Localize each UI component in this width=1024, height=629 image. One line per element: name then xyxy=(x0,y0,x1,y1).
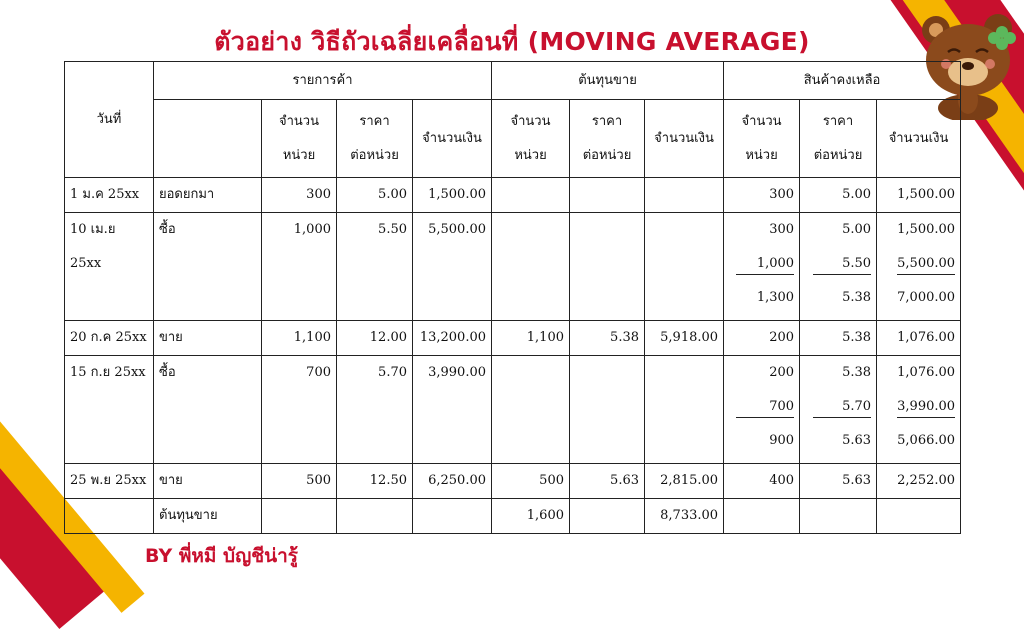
transaction-amount-cell xyxy=(413,213,492,321)
remaining-price-cell-line: 5.00 xyxy=(842,187,872,202)
transaction-qty-cell-text: 500 xyxy=(306,473,331,488)
remaining-amount-cell xyxy=(877,178,961,213)
transaction-qty-cell-text: 700 xyxy=(306,365,331,380)
date-cell xyxy=(65,321,154,356)
header-price xyxy=(337,100,413,178)
cost-price-cell-text xyxy=(575,178,639,212)
total-blank xyxy=(413,499,492,534)
remaining-price-cell xyxy=(800,178,877,213)
cost-qty-cell xyxy=(492,178,570,213)
remaining-qty-cell-line: 300 xyxy=(769,187,795,202)
description-cell-text: ซื้อ xyxy=(159,222,176,237)
cost-price-cell xyxy=(570,321,645,356)
cost-qty-cell xyxy=(492,464,570,499)
table-row xyxy=(65,356,961,464)
remaining-amount-cell-line: 3,990.00 xyxy=(897,397,955,418)
transaction-price-cell xyxy=(337,464,413,499)
date-cell xyxy=(65,356,154,464)
remaining-amount-cell-line: 1,500.00 xyxy=(897,187,956,202)
date-cell-text: 20 ก.ค 25xx xyxy=(70,330,147,345)
transaction-price-cell-text: 5.00 xyxy=(378,187,407,202)
remaining-price-cell xyxy=(800,213,877,321)
cost-qty-cell xyxy=(492,321,570,356)
header-amount: จำนวนเงิน xyxy=(645,100,724,178)
remaining-amount-cell-line: 1,076.00 xyxy=(897,365,956,380)
cost-amount-cell xyxy=(645,213,724,321)
cost-qty-cell-text xyxy=(497,213,564,247)
transaction-qty-cell-text: 300 xyxy=(306,187,331,202)
transaction-amount-cell-text: 1,500.00 xyxy=(428,187,486,202)
remaining-price-cell-line: 5.38 xyxy=(842,330,872,345)
date-cell xyxy=(65,178,154,213)
remaining-qty-cell-line: 900 xyxy=(769,433,795,448)
remaining-price-cell xyxy=(800,464,877,499)
footer-credit: BY พี่หมี บัญชีน่ารู้ xyxy=(145,545,299,567)
cost-price-cell-text xyxy=(575,213,639,247)
header-cost-of-sales: ต้นทุนขาย xyxy=(492,62,724,100)
remaining-price-cell-line: 5.38 xyxy=(842,290,872,305)
transaction-price-cell-text: 12.00 xyxy=(369,330,407,345)
date-cell-text: 25 พ.ย 25xx xyxy=(70,473,147,488)
total-label xyxy=(154,499,262,534)
header-amount: จำนวนเงิน xyxy=(877,100,961,178)
date-cell-text: 10 เม.ย 25xx xyxy=(70,222,116,271)
remaining-price-cell-line: 5.50 xyxy=(813,254,871,275)
remaining-qty-cell xyxy=(724,321,800,356)
remaining-qty-cell xyxy=(724,356,800,464)
description-cell-text: ขาย xyxy=(159,473,183,488)
transaction-qty-cell xyxy=(262,321,337,356)
cost-amount-cell xyxy=(645,321,724,356)
transaction-amount-cell xyxy=(413,356,492,464)
cost-amount-cell-text: 2,815.00 xyxy=(660,473,719,488)
remaining-amount-cell-line: 1,076.00 xyxy=(897,330,956,345)
remaining-amount-cell-line: 7,000.00 xyxy=(897,290,956,305)
header-qty xyxy=(724,100,800,178)
remaining-qty-cell-line: 1,000 xyxy=(736,254,794,275)
description-cell xyxy=(154,321,262,356)
header-qty-line2: หน่วย xyxy=(282,147,316,163)
remaining-amount-cell xyxy=(877,321,961,356)
header-desc-blank xyxy=(154,100,262,178)
cost-qty-cell-text xyxy=(497,178,564,212)
transaction-price-cell xyxy=(337,213,413,321)
remaining-amount-cell-line: 5,500.00 xyxy=(897,254,955,275)
remaining-qty-cell xyxy=(724,213,800,321)
transaction-price-cell-text: 5.50 xyxy=(378,222,407,237)
subheader-row xyxy=(65,100,961,178)
remaining-qty-cell xyxy=(724,464,800,499)
header-qty-line1: จำนวน xyxy=(741,113,782,129)
remaining-qty-cell-line: 200 xyxy=(769,365,795,380)
total-row xyxy=(65,499,961,534)
remaining-price-cell-line: 5.63 xyxy=(842,433,872,448)
header-price-line1: ราคา xyxy=(591,113,623,129)
cost-amount-cell xyxy=(645,178,724,213)
remaining-price-cell xyxy=(800,321,877,356)
remaining-amount-cell-line: 1,500.00 xyxy=(897,222,956,237)
remaining-amount-cell-line: 2,252.00 xyxy=(897,473,956,488)
total-label-text: ต้นทุนขาย xyxy=(159,508,218,523)
remaining-price-cell xyxy=(800,356,877,464)
total-blank xyxy=(724,499,800,534)
total-blank xyxy=(570,499,645,534)
header-price xyxy=(800,100,877,178)
transaction-qty-cell xyxy=(262,356,337,464)
header-transactions: รายการค้า xyxy=(154,62,492,100)
table-row xyxy=(65,178,961,213)
transaction-qty-cell xyxy=(262,464,337,499)
header-price-line1: ราคา xyxy=(359,113,390,129)
cost-amount-cell-text xyxy=(650,213,718,247)
total-blank xyxy=(800,499,877,534)
description-cell-text: ขาย xyxy=(159,330,183,345)
cost-price-cell xyxy=(570,213,645,321)
total-blank xyxy=(877,499,961,534)
header-price-line2: ต่อหน่วย xyxy=(350,147,399,163)
description-cell-text: ซื้อ xyxy=(159,365,176,380)
remaining-amount-cell xyxy=(877,356,961,464)
transaction-qty-cell-text: 1,000 xyxy=(293,222,331,237)
remaining-qty-cell xyxy=(724,178,800,213)
date-cell-text: 15 ก.ย 25xx xyxy=(70,365,146,380)
total-cost-amount xyxy=(645,499,724,534)
remaining-qty-cell-line: 200 xyxy=(769,330,795,345)
cost-amount-cell-text: 5,918.00 xyxy=(660,330,719,345)
header-price-line2: ต่อหน่วย xyxy=(813,147,863,163)
cost-price-cell-text: 5.38 xyxy=(610,330,639,345)
moving-average-ledger-table xyxy=(64,61,961,534)
cost-price-cell xyxy=(570,356,645,464)
cost-qty-cell-text: 500 xyxy=(539,473,564,488)
remaining-price-cell-line: 5.38 xyxy=(842,365,872,380)
remaining-amount-cell xyxy=(877,213,961,321)
remaining-amount-cell-line: 5,066.00 xyxy=(897,433,956,448)
date-cell xyxy=(65,213,154,321)
transaction-price-cell xyxy=(337,178,413,213)
transaction-amount-cell-text: 3,990.00 xyxy=(428,365,486,380)
remaining-price-cell-line: 5.00 xyxy=(842,222,872,237)
total-blank xyxy=(262,499,337,534)
description-cell xyxy=(154,464,262,499)
header-remaining: สินค้าคงเหลือ xyxy=(724,62,961,100)
remaining-price-cell-line: 5.70 xyxy=(813,397,871,418)
transaction-amount-cell-text: 13,200.00 xyxy=(419,330,486,345)
total-date-blank xyxy=(65,499,154,534)
description-cell xyxy=(154,213,262,321)
description-cell xyxy=(154,356,262,464)
transaction-qty-cell-text: 1,100 xyxy=(293,330,331,345)
header-qty-line2: หน่วย xyxy=(514,147,547,163)
total-cost-qty xyxy=(492,499,570,534)
remaining-qty-cell-line: 300 xyxy=(769,222,795,237)
cost-amount-cell xyxy=(645,464,724,499)
remaining-amount-cell xyxy=(877,464,961,499)
remaining-price-cell-line: 5.63 xyxy=(842,473,872,488)
header-qty xyxy=(492,100,570,178)
date-cell-text: 1 ม.ค 25xx xyxy=(70,187,140,202)
table-row xyxy=(65,464,961,499)
description-cell xyxy=(154,178,262,213)
cost-amount-cell xyxy=(645,356,724,464)
cost-qty-cell xyxy=(492,356,570,464)
cost-amount-cell-text xyxy=(650,356,718,390)
transaction-qty-cell xyxy=(262,178,337,213)
transaction-amount-cell xyxy=(413,464,492,499)
cost-price-cell xyxy=(570,178,645,213)
cost-price-cell-text xyxy=(575,356,639,390)
transaction-amount-cell-text: 5,500.00 xyxy=(428,222,486,237)
remaining-qty-cell-line: 700 xyxy=(736,397,794,418)
header-qty xyxy=(262,100,337,178)
remaining-qty-cell-line: 1,300 xyxy=(756,290,795,305)
cost-amount-cell-text xyxy=(650,178,718,212)
transaction-amount-cell xyxy=(413,178,492,213)
remaining-qty-cell-line: 400 xyxy=(769,473,795,488)
header-price-line2: ต่อหน่วย xyxy=(582,147,632,163)
transaction-price-cell xyxy=(337,356,413,464)
cost-qty-cell xyxy=(492,213,570,321)
transaction-amount-cell-text: 6,250.00 xyxy=(428,473,486,488)
transaction-price-cell xyxy=(337,321,413,356)
header-date: วันที่ xyxy=(65,62,154,178)
header-qty-line2: หน่วย xyxy=(745,147,778,163)
cost-qty-cell-text xyxy=(497,356,564,390)
header-price xyxy=(570,100,645,178)
header-amount: จำนวนเงิน xyxy=(413,100,492,178)
header-price-line1: ราคา xyxy=(822,113,854,129)
date-cell xyxy=(65,464,154,499)
total-cost-qty-text: 1,600 xyxy=(526,508,564,523)
header-qty-line1: จำนวน xyxy=(510,113,551,129)
cost-price-cell-text: 5.63 xyxy=(610,473,639,488)
table-row xyxy=(65,321,961,356)
total-blank xyxy=(337,499,413,534)
description-cell-text: ยอดยกมา xyxy=(159,187,215,202)
cost-price-cell xyxy=(570,464,645,499)
transaction-price-cell-text: 12.50 xyxy=(369,473,407,488)
transaction-amount-cell xyxy=(413,321,492,356)
cost-qty-cell-text: 1,100 xyxy=(526,330,564,345)
total-cost-amount-text: 8,733.00 xyxy=(660,508,719,523)
page-title: ตัวอย่าง วิธีถัวเฉลี่ยเคลื่อนที่ (MOVING AVERAGE) xyxy=(214,27,810,56)
table-row xyxy=(65,213,961,321)
transaction-qty-cell xyxy=(262,213,337,321)
transaction-price-cell-text: 5.70 xyxy=(378,365,407,380)
header-qty-line1: จำนวน xyxy=(279,113,319,129)
